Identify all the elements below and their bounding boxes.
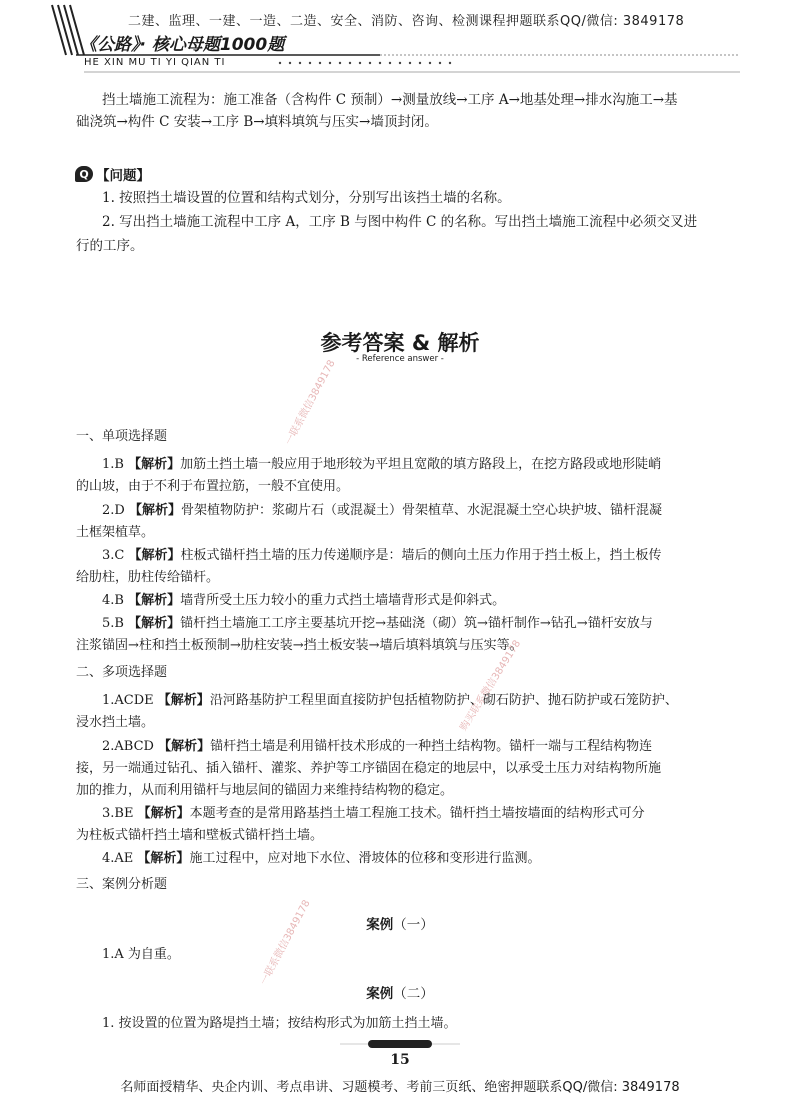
- answer-number: 1.ACDE: [102, 693, 154, 708]
- answer-line-cont: 注浆锚固→柱和挡土板预制→肋柱安装→挡土板安装→墙后填料填筑与压实等。: [76, 638, 523, 653]
- answer-number: 3.BE: [102, 806, 134, 821]
- answer-text: 骨架植物防护：浆砌片石（或混凝土）骨架植草、水泥混凝土空心块护坡、锚杆混凝: [180, 503, 662, 518]
- answer-number: 3.C: [102, 548, 125, 563]
- answer-section-title: 参考答案 & 解析: [320, 331, 480, 355]
- case-2-title: [0, 982, 800, 1002]
- answer-line: [102, 545, 662, 567]
- answer-number: 2.ABCD: [102, 739, 154, 754]
- answer-line: [102, 848, 540, 870]
- intro-line-2: 础浇筑→构件 C 安装→工序 B→填料填筑与压实→墙顶封闭。: [76, 114, 438, 130]
- answer-line: [102, 590, 505, 612]
- answer-section-subtitle: - Reference answer -: [356, 354, 444, 364]
- single-choice-heading: 一、单项选择题: [76, 429, 168, 444]
- watermark: 购买联系微信3849178: [458, 638, 524, 733]
- intro-line-1: 挡土墙施工流程为：施工准备（含构件 C 预制）→测量放线→工序 A→地基处理→排水沟施工→基: [102, 92, 678, 108]
- question-item-2: 2. 写出挡土墙施工流程中工序 A，工序 B 与图中构件 C 的名称。写出挡土墙施工流程中必须交叉进: [102, 214, 698, 230]
- analysis-tag: 【解析】: [128, 457, 181, 472]
- answer-number: 2.D: [102, 503, 125, 518]
- watermark: 一联系微信3849178: [258, 898, 313, 988]
- answer-line-cont: 给肋柱，肋柱传给锚杆。: [76, 570, 220, 585]
- answer-line-cont: 加的推力，从而利用锚杆与地层间的锚固力来维持结构物的稳定。: [76, 783, 454, 798]
- answer-line-cont: 浸水挡土墙。: [76, 715, 155, 730]
- answer-text: 施工过程中，应对地下水位、滑坡体的位移和变形进行监测。: [189, 851, 541, 866]
- footer-ad-text: 名师面授精华、央企内训、考点串讲、习题模考、考前三页纸、绝密押题联系QQ/微信: 3849178: [120, 1080, 680, 1095]
- answer-text: 本题考查的是常用路基挡土墙工程施工技术。锚杆挡土墙按墙面的结构形式可分: [189, 806, 645, 821]
- analysis-tag: 【解析】: [157, 693, 210, 708]
- analysis-tag: 【解析】: [128, 616, 181, 631]
- answer-line: [102, 803, 645, 825]
- question-label: [75, 164, 150, 184]
- case-1-title: [0, 913, 800, 933]
- answer-line: [102, 736, 652, 758]
- answer-line-cont: 土框架植草。: [76, 525, 155, 540]
- footer-bar: [340, 1040, 460, 1052]
- question-item-2-cont: 行的工序。: [76, 238, 144, 254]
- question-label-text: 【问题】: [96, 168, 150, 184]
- analysis-tag: 【解析】: [137, 851, 190, 866]
- case-1-answer: 1.A 为自重。: [102, 947, 180, 962]
- answer-line: [102, 613, 653, 635]
- answer-line-cont: 的山坡，由于不利于布置拉筋，一般不宜使用。: [76, 479, 350, 494]
- analysis-tag: 【解析】: [137, 806, 190, 821]
- answer-text: 加筋土挡土墙一般应用于地形较为平坦且宽敞的填方路段上，在挖方路段或地形陡峭: [180, 457, 662, 472]
- analysis-tag: 【解析】: [128, 503, 181, 518]
- analysis-tag: 【解析】: [128, 548, 181, 563]
- answer-text: 锚杆挡土墙是利用锚杆技术形成的一种挡土结构物。锚杆一端与工程结构物连: [210, 739, 653, 754]
- case-number: （一）: [393, 917, 434, 933]
- answer-number: 4.B: [102, 593, 124, 608]
- multi-choice-heading: 二、多项选择题: [76, 665, 168, 680]
- case-number: （二）: [393, 986, 434, 1002]
- case-analysis-heading: 三、案例分析题: [76, 877, 168, 892]
- book-title: 《公路》· 核心母题1000题: [80, 35, 285, 55]
- answer-line: [102, 500, 662, 522]
- case-title-text: 案例: [366, 917, 394, 933]
- answer-number: 5.B: [102, 616, 124, 631]
- answer-line-cont: 为柱板式锚杆挡土墙和壁板式锚杆挡土墙。: [76, 828, 324, 843]
- answer-line: [102, 690, 678, 712]
- question-item-1: 1. 按照挡土墙设置的位置和结构式划分，分别写出该挡土墙的名称。: [102, 190, 511, 206]
- answer-text: 柱板式锚杆挡土墙的压力传递顺序是：墙后的侧向土压力作用于挡土板上，挡土板传: [180, 548, 662, 563]
- question-icon: Q: [75, 166, 93, 182]
- watermark: 一联系微信3849178: [283, 358, 338, 448]
- analysis-tag: 【解析】: [158, 739, 211, 754]
- answer-number: 4.AE: [102, 851, 134, 866]
- answer-number: 1.B: [102, 457, 124, 472]
- header-ad-text: 二建、监理、一建、一造、二造、安全、消防、咨询、检测课程押题联系QQ/微信: 3849178: [128, 14, 685, 29]
- book-subtitle: HE XIN MU TI YI QIAN TI: [84, 57, 226, 68]
- analysis-tag: 【解析】: [128, 593, 181, 608]
- answer-text: 墙背所受土压力较小的重力式挡土墙墙背形式是仰斜式。: [180, 593, 506, 608]
- answer-line: [102, 454, 661, 476]
- case-2-answer: 1. 按设置的位置为路堤挡土墙；按结构形式为加筋土挡土墙。: [102, 1016, 457, 1031]
- answer-text: 沿河路基防护工程里面直接防护包括植物防护、砌石防护、抛石防护或石笼防护、: [209, 693, 678, 708]
- answer-line-cont: 接，另一端通过钻孔、插入锚杆、灌浆、养护等工序锚固在稳定的地层中，以承受土压力对结构物所施: [76, 761, 662, 776]
- case-title-text: 案例: [366, 986, 394, 1002]
- answer-text: 锚杆挡土墙施工工序主要基坑开挖→基础浇（砌）筑→锚杆制作→钻孔→锚杆安放与: [180, 616, 653, 631]
- page-number: 15: [390, 1052, 410, 1068]
